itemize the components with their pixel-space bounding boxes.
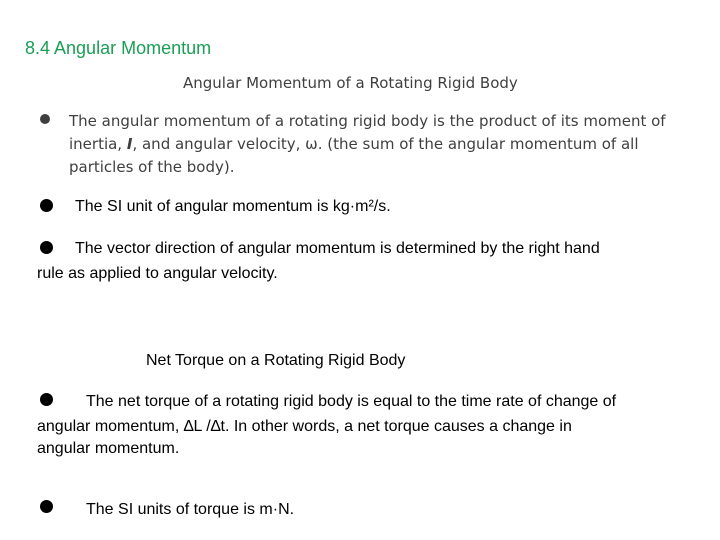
bullet-icon [40,393,53,406]
section-heading-angular-momentum: Angular Momentum of a Rotating Rigid Body [183,74,518,92]
vector-direction-text-line2: rule as applied to angular velocity. [37,265,278,282]
bullet-icon [40,241,53,254]
si-unit-bullet-text: The SI unit of angular momentum is kg·m²/s. [75,198,391,215]
torque-units-text: The SI units of torque is m·N. [86,501,295,518]
inertia-symbol: I [126,135,133,153]
bullet-icon [40,500,53,513]
section-heading-net-torque: Net Torque on a Rotating Rigid Body [146,352,406,369]
bullet-icon [40,114,50,124]
definition-text-part1: The angular momentum of a rotating rigid body is the product of its moment of inertia, [69,112,666,153]
omega-symbol: ω [305,135,318,153]
bullet-icon [40,199,53,212]
definition-text-part2: , and angular velocity, [132,135,306,153]
slide-title: 8.4 Angular Momentum [25,38,212,58]
definition-paragraph [69,110,689,179]
vector-direction-text-line1: The vector direction of angular momentum is determined by the right hand [75,240,600,257]
net-torque-text-line1: The net torque of a rotating rigid body is equal to the time rate of change of [86,393,617,410]
definition-text-part3: . (the sum of the angular momentum of all particles of the body). [69,135,639,176]
net-torque-text-line3: angular momentum. [37,440,180,457]
net-torque-text-line2: angular momentum, ∆L /∆t. In other words, a net torque causes a change in [37,418,572,435]
